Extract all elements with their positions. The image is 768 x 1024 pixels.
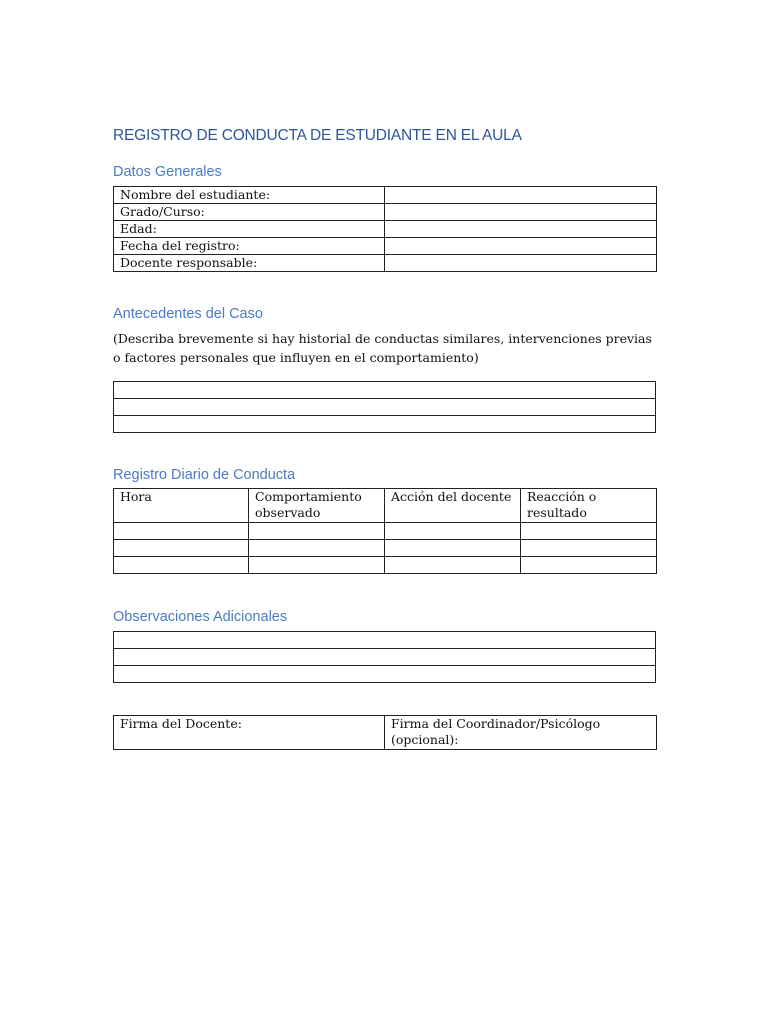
blank-row[interactable] xyxy=(114,399,656,416)
table-cell[interactable] xyxy=(114,523,249,540)
section-heading-observaciones: Observaciones Adicionales xyxy=(113,609,288,625)
field-label: Edad: xyxy=(114,221,385,238)
field-label: Fecha del registro: xyxy=(114,238,385,255)
blank-row[interactable] xyxy=(114,632,656,649)
antecedentes-table xyxy=(113,381,656,433)
blank-row[interactable] xyxy=(114,382,656,399)
table-cell[interactable] xyxy=(114,540,249,557)
column-header-accion: Acción del docente xyxy=(385,489,521,523)
field-value[interactable] xyxy=(385,187,657,204)
table-cell[interactable] xyxy=(385,523,521,540)
blank-row[interactable] xyxy=(114,649,656,666)
signature-coordinador[interactable]: Firma del Coordinador/Psicólogo (opcional): xyxy=(385,716,657,750)
table-cell[interactable] xyxy=(521,523,657,540)
field-value[interactable] xyxy=(385,221,657,238)
table-cell[interactable] xyxy=(114,557,249,574)
blank-row[interactable] xyxy=(114,416,656,433)
document-title: REGISTRO DE CONDUCTA DE ESTUDIANTE EN EL AULA xyxy=(113,127,522,144)
table-cell[interactable] xyxy=(521,540,657,557)
registro-diario-table xyxy=(113,488,657,574)
column-header-hora: Hora xyxy=(114,489,249,523)
blank-row[interactable] xyxy=(114,666,656,683)
signature-docente[interactable]: Firma del Docente: xyxy=(114,716,385,750)
antecedentes-description: (Describa brevemente si hay historial de conductas similares, intervenciones previas o factores personales que influyen en el comportamiento) xyxy=(113,331,652,365)
column-header-comportamiento: Comportamiento observado xyxy=(249,489,385,523)
section-heading-antecedentes: Antecedentes del Caso xyxy=(113,306,263,322)
section-heading-registro-diario: Registro Diario de Conducta xyxy=(113,467,296,483)
field-label: Grado/Curso: xyxy=(114,204,385,221)
observaciones-table xyxy=(113,631,656,683)
firmas-table xyxy=(113,715,657,750)
field-value[interactable] xyxy=(385,255,657,272)
table-cell[interactable] xyxy=(385,557,521,574)
table-cell[interactable] xyxy=(385,540,521,557)
column-header-reaccion: Reacción o resultado xyxy=(521,489,657,523)
field-value[interactable] xyxy=(385,238,657,255)
field-label: Docente responsable: xyxy=(114,255,385,272)
table-cell[interactable] xyxy=(521,557,657,574)
datos-generales-table xyxy=(113,186,657,272)
table-cell[interactable] xyxy=(249,540,385,557)
field-label: Nombre del estudiante: xyxy=(114,187,385,204)
section-heading-datos-generales: Datos Generales xyxy=(113,164,222,180)
table-cell[interactable] xyxy=(249,557,385,574)
field-value[interactable] xyxy=(385,204,657,221)
table-cell[interactable] xyxy=(249,523,385,540)
